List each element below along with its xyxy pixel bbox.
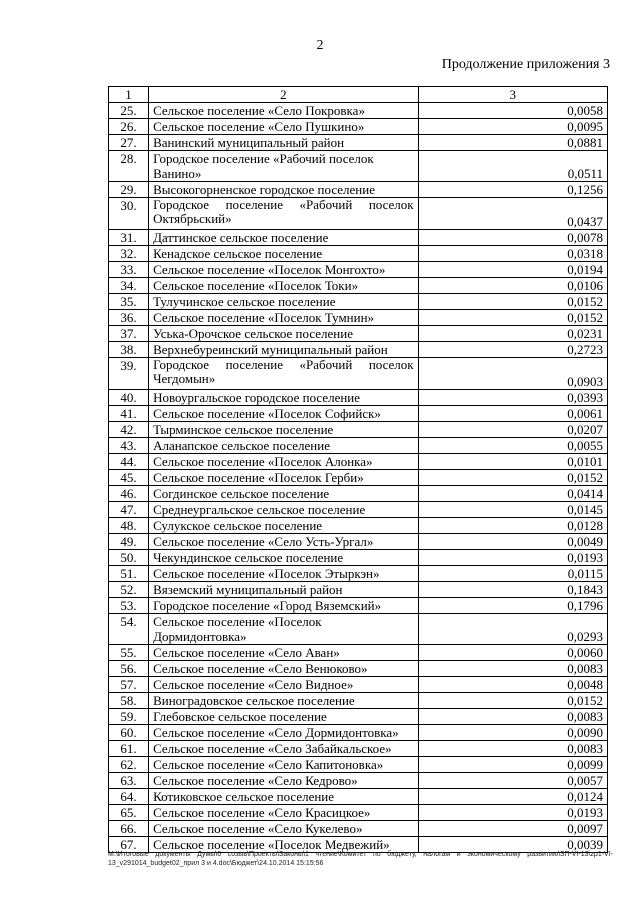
row-number: 30. bbox=[109, 198, 149, 230]
share-value: 0,0090 bbox=[418, 725, 607, 741]
row-number: 31. bbox=[109, 230, 149, 246]
municipality-name: Сельское поселение «Село Дормидонтовка» bbox=[149, 725, 419, 741]
share-value: 0,0393 bbox=[418, 390, 607, 406]
share-value: 0,2723 bbox=[418, 342, 607, 358]
municipality-name: Сельское поселение «Поселок Токи» bbox=[149, 278, 419, 294]
page-number: 2 bbox=[316, 38, 324, 53]
share-value: 0,0083 bbox=[418, 661, 607, 677]
row-number: 32. bbox=[109, 246, 149, 262]
table-row bbox=[109, 310, 608, 326]
table-row bbox=[109, 741, 608, 757]
row-number: 43. bbox=[109, 438, 149, 454]
municipality-name: Сельское поселение «Поселок Медвежий» bbox=[149, 837, 419, 853]
municipality-name: Сельское поселение «Село Покровка» bbox=[149, 103, 419, 119]
table-row bbox=[109, 598, 608, 614]
municipality-name: Сельское поселение «Село Пушкино» bbox=[149, 119, 419, 135]
row-number: 59. bbox=[109, 709, 149, 725]
municipality-name: Чекундинское сельское поселение bbox=[149, 550, 419, 566]
municipality-name: Котиковское сельское поселение bbox=[149, 789, 419, 805]
share-value: 0,0293 bbox=[418, 614, 607, 645]
row-number: 27. bbox=[109, 135, 149, 151]
municipality-name: Согдинское сельское поселение bbox=[149, 486, 419, 502]
table-row bbox=[109, 342, 608, 358]
row-number: 35. bbox=[109, 294, 149, 310]
share-value: 0,0207 bbox=[418, 422, 607, 438]
share-value: 0,0193 bbox=[418, 805, 607, 821]
municipality-name: Сельское поселение «Село Венюково» bbox=[149, 661, 419, 677]
share-value: 0,0128 bbox=[418, 518, 607, 534]
row-number: 37. bbox=[109, 326, 149, 342]
municipality-name: Ванинский муниципальный район bbox=[149, 135, 419, 151]
row-number: 36. bbox=[109, 310, 149, 326]
share-value: 0,0061 bbox=[418, 406, 607, 422]
row-number: 64. bbox=[109, 789, 149, 805]
table-row bbox=[109, 406, 608, 422]
share-value: 0,0145 bbox=[418, 502, 607, 518]
table-row bbox=[109, 151, 608, 182]
row-number: 65. bbox=[109, 805, 149, 821]
municipality-name: Тырминское сельское поселение bbox=[149, 422, 419, 438]
table-row bbox=[109, 182, 608, 198]
table-row bbox=[109, 119, 608, 135]
municipality-name-line-2: Октябрьский» bbox=[153, 211, 232, 226]
municipality-name bbox=[149, 358, 419, 390]
municipality-name: Виноградовское сельское поселение bbox=[149, 693, 419, 709]
table-row bbox=[109, 278, 608, 294]
row-number: 56. bbox=[109, 661, 149, 677]
share-value: 0,0055 bbox=[418, 438, 607, 454]
municipality-name: Городское поселение «Рабочий поселок Ванино» bbox=[149, 151, 419, 182]
table-row bbox=[109, 454, 608, 470]
row-number: 41. bbox=[109, 406, 149, 422]
row-number: 38. bbox=[109, 342, 149, 358]
municipality-name: Сельское поселение «Село Кедрово» bbox=[149, 773, 419, 789]
table-row bbox=[109, 582, 608, 598]
table-row bbox=[109, 773, 608, 789]
municipality-name: Сельское поселение «Село Красицкое» bbox=[149, 805, 419, 821]
municipality-name-line-2: Чегдомын» bbox=[153, 371, 216, 386]
share-value: 0,0083 bbox=[418, 709, 607, 725]
municipality-name: Вяземский муниципальный район bbox=[149, 582, 419, 598]
municipality-name: Сельское поселение «Поселок Герби» bbox=[149, 470, 419, 486]
table-row bbox=[109, 103, 608, 119]
share-value: 0,0124 bbox=[418, 789, 607, 805]
row-number: 46. bbox=[109, 486, 149, 502]
row-number: 34. bbox=[109, 278, 149, 294]
table-row bbox=[109, 135, 608, 151]
row-number: 55. bbox=[109, 645, 149, 661]
share-value: 0,0903 bbox=[418, 358, 607, 390]
table-row bbox=[109, 518, 608, 534]
share-value: 0,0097 bbox=[418, 821, 607, 837]
share-value: 0,0101 bbox=[418, 454, 607, 470]
share-value: 0,0060 bbox=[418, 645, 607, 661]
municipality-name: Сельское поселение «Село Аван» bbox=[149, 645, 419, 661]
table-row bbox=[109, 438, 608, 454]
share-value: 0,0078 bbox=[418, 230, 607, 246]
share-value: 0,0083 bbox=[418, 741, 607, 757]
municipality-name: Сельское поселение «Село Видное» bbox=[149, 677, 419, 693]
share-value: 0,0049 bbox=[418, 534, 607, 550]
row-number: 48. bbox=[109, 518, 149, 534]
appendix-continuation-title: Продолжение приложения 3 bbox=[441, 57, 610, 72]
file-path-footer: M:\Итоговые документы Думы\6 созыв\Проекты\Законы\1 чтение\Комитет по бюджету, налогам и экономическому развитию\ЗП-VI-13\zp1-VI-13_v291014_budget02_прил 3 и 4.doc\Бюджет\24.10.2014 15:15:56 bbox=[108, 851, 613, 867]
table-row bbox=[109, 757, 608, 773]
share-value: 0,0115 bbox=[418, 566, 607, 582]
share-value: 0,1796 bbox=[418, 598, 607, 614]
row-number: 39. bbox=[109, 358, 149, 390]
header-col-3: 3 bbox=[418, 87, 607, 103]
share-value: 0,0099 bbox=[418, 757, 607, 773]
row-number: 28. bbox=[109, 151, 149, 182]
row-number: 44. bbox=[109, 454, 149, 470]
row-number: 53. bbox=[109, 598, 149, 614]
row-number: 50. bbox=[109, 550, 149, 566]
table-row bbox=[109, 390, 608, 406]
table-row bbox=[109, 534, 608, 550]
table-row bbox=[109, 358, 608, 390]
share-value: 0,0437 bbox=[418, 198, 607, 230]
table-row bbox=[109, 550, 608, 566]
municipality-name: Верхнебуреинский муниципальный район bbox=[149, 342, 419, 358]
table-row bbox=[109, 614, 608, 645]
table-row bbox=[109, 805, 608, 821]
row-number: 58. bbox=[109, 693, 149, 709]
share-value: 0,1843 bbox=[418, 582, 607, 598]
header-col-1: 1 bbox=[109, 87, 149, 103]
row-number: 61. bbox=[109, 741, 149, 757]
share-value: 0,0881 bbox=[418, 135, 607, 151]
municipality-name-line-1: Городское поселение «Рабочий поселок bbox=[153, 197, 414, 212]
row-number: 67. bbox=[109, 837, 149, 853]
share-value: 0,0095 bbox=[418, 119, 607, 135]
municipality-name: Высокогорненское городское поселение bbox=[149, 182, 419, 198]
municipality-name: Сельское поселение «Поселок Дормидонтовка» bbox=[149, 614, 419, 645]
municipality-name: Кенадское сельское поселение bbox=[149, 246, 419, 262]
share-value: 0,0039 bbox=[418, 837, 607, 853]
share-value: 0,0231 bbox=[418, 326, 607, 342]
table-row bbox=[109, 486, 608, 502]
table-row bbox=[109, 422, 608, 438]
row-number: 57. bbox=[109, 677, 149, 693]
row-number: 66. bbox=[109, 821, 149, 837]
row-number: 26. bbox=[109, 119, 149, 135]
table-row bbox=[109, 246, 608, 262]
row-number: 63. bbox=[109, 773, 149, 789]
row-number: 49. bbox=[109, 534, 149, 550]
share-value: 0,0152 bbox=[418, 310, 607, 326]
table-row bbox=[109, 789, 608, 805]
share-value: 0,0057 bbox=[418, 773, 607, 789]
share-value: 0,0194 bbox=[418, 262, 607, 278]
share-value: 0,0414 bbox=[418, 486, 607, 502]
municipality-name: Аланапское сельское поселение bbox=[149, 438, 419, 454]
table-row bbox=[109, 566, 608, 582]
share-value: 0,0152 bbox=[418, 294, 607, 310]
row-number: 51. bbox=[109, 566, 149, 582]
row-number: 29. bbox=[109, 182, 149, 198]
municipality-name: Сельское поселение «Поселок Алонка» bbox=[149, 454, 419, 470]
municipality-name-line-1: Городское поселение «Рабочий поселок bbox=[153, 357, 414, 372]
row-number: 62. bbox=[109, 757, 149, 773]
table-row bbox=[109, 677, 608, 693]
share-value: 0,1256 bbox=[418, 182, 607, 198]
header-col-2: 2 bbox=[149, 87, 419, 103]
municipality-name: Тулучинское сельское поселение bbox=[149, 294, 419, 310]
table-row bbox=[109, 709, 608, 725]
share-value: 0,0511 bbox=[418, 151, 607, 182]
appendix-table bbox=[108, 86, 608, 853]
municipality-name: Среднеургальское сельское поселение bbox=[149, 502, 419, 518]
municipality-name: Сельское поселение «Поселок Софийск» bbox=[149, 406, 419, 422]
table-row bbox=[109, 262, 608, 278]
municipality-name: Городское поселение «Город Вяземский» bbox=[149, 598, 419, 614]
table-row bbox=[109, 661, 608, 677]
row-number: 60. bbox=[109, 725, 149, 741]
share-value: 0,0318 bbox=[418, 246, 607, 262]
row-number: 25. bbox=[109, 103, 149, 119]
table-row bbox=[109, 725, 608, 741]
table-row bbox=[109, 326, 608, 342]
municipality-name: Новоургальское городское поселение bbox=[149, 390, 419, 406]
row-number: 45. bbox=[109, 470, 149, 486]
municipality-name bbox=[149, 198, 419, 230]
table-row bbox=[109, 693, 608, 709]
row-number: 47. bbox=[109, 502, 149, 518]
municipality-name: Уська-Орочское сельское поселение bbox=[149, 326, 419, 342]
share-value: 0,0048 bbox=[418, 677, 607, 693]
table-row bbox=[109, 502, 608, 518]
municipality-name: Сельское поселение «Село Забайкальское» bbox=[149, 741, 419, 757]
municipality-name: Сельское поселение «Поселок Этыркэн» bbox=[149, 566, 419, 582]
table-row bbox=[109, 230, 608, 246]
share-value: 0,0152 bbox=[418, 693, 607, 709]
table-row bbox=[109, 198, 608, 230]
municipality-name: Глебовское сельское поселение bbox=[149, 709, 419, 725]
table-row bbox=[109, 470, 608, 486]
municipality-name: Сельское поселение «Село Кукелево» bbox=[149, 821, 419, 837]
row-number: 33. bbox=[109, 262, 149, 278]
municipality-name: Сельское поселение «Село Усть-Ургал» bbox=[149, 534, 419, 550]
row-number: 54. bbox=[109, 614, 149, 645]
table-row bbox=[109, 294, 608, 310]
municipality-name: Сельское поселение «Село Капитоновка» bbox=[149, 757, 419, 773]
table-row bbox=[109, 821, 608, 837]
row-number: 52. bbox=[109, 582, 149, 598]
share-value: 0,0106 bbox=[418, 278, 607, 294]
row-number: 42. bbox=[109, 422, 149, 438]
share-value: 0,0058 bbox=[418, 103, 607, 119]
share-value: 0,0152 bbox=[418, 470, 607, 486]
table-row bbox=[109, 645, 608, 661]
municipality-name: Сельское поселение «Поселок Монгохто» bbox=[149, 262, 419, 278]
municipality-name: Сулукское сельское поселение bbox=[149, 518, 419, 534]
row-number: 40. bbox=[109, 390, 149, 406]
table-header-row bbox=[109, 87, 608, 103]
share-value: 0,0193 bbox=[418, 550, 607, 566]
municipality-name: Даттинское сельское поселение bbox=[149, 230, 419, 246]
municipality-name: Сельское поселение «Поселок Тумнин» bbox=[149, 310, 419, 326]
